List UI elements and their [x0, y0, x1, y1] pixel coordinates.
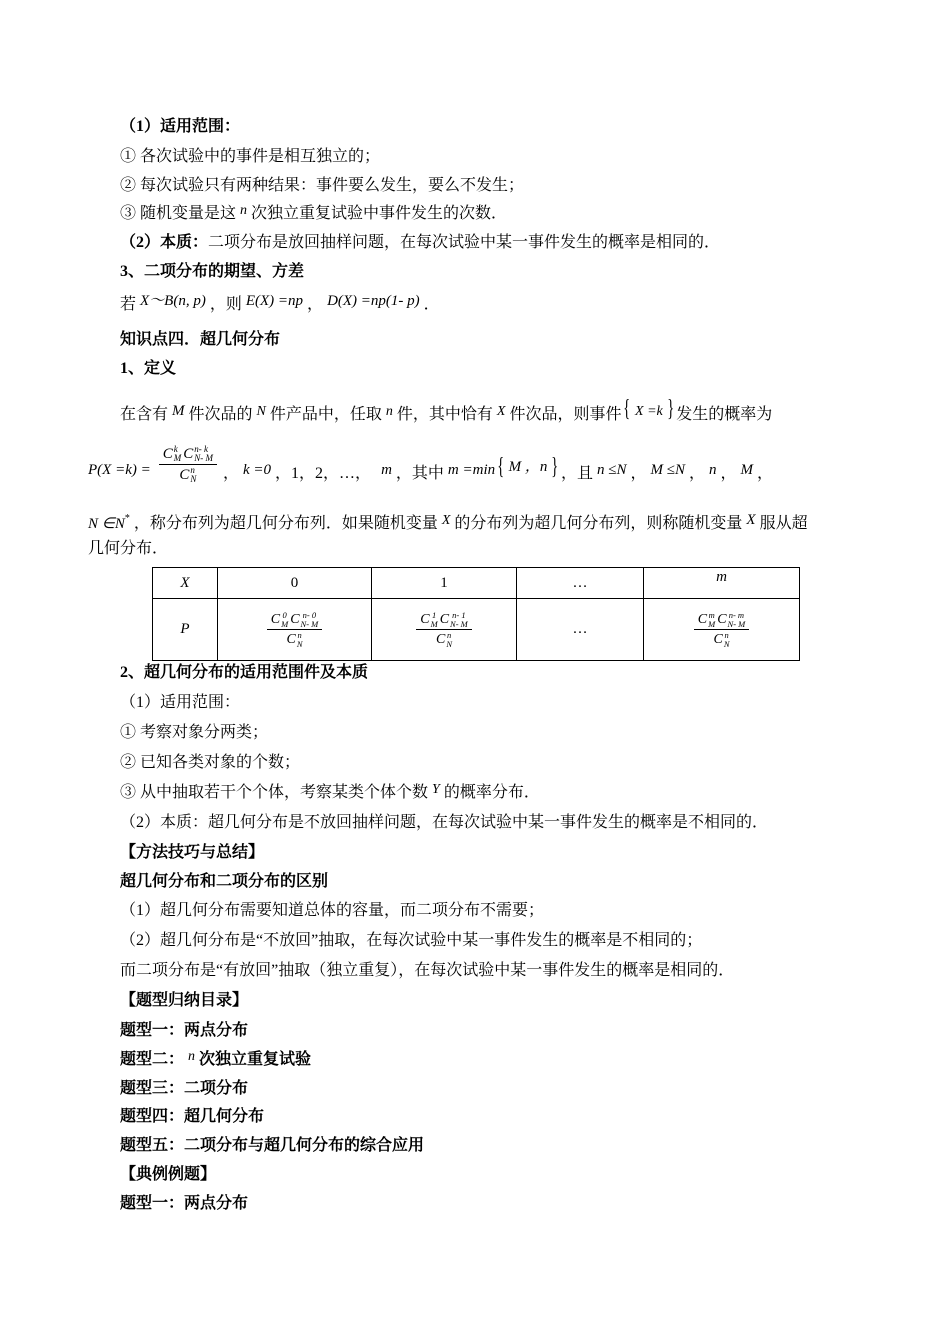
combination-sub: M: [430, 618, 438, 629]
combination-sub: N- M: [300, 618, 319, 629]
combination-symbol: C: [420, 612, 430, 627]
condition-M-le-N: M ≤N: [650, 462, 685, 478]
trials-variable-n: n: [240, 203, 248, 218]
table-cell-p-0: [218, 599, 372, 661]
binomial-scope-item-3: [120, 204, 507, 224]
combination-sub: M: [173, 453, 182, 463]
combination-sup: n: [297, 630, 302, 640]
variable-X: X: [441, 513, 451, 528]
k-values: ，1，2，…，: [275, 465, 372, 482]
catalog-item-2-prefix: 题型二：: [120, 1051, 185, 1068]
combination-sub: M: [281, 618, 289, 629]
brace-close: }: [551, 454, 559, 480]
summary-subheading: 超几何分布和二项分布的区别: [120, 873, 329, 890]
combination-sup: n- k: [194, 444, 208, 454]
index-stack: [431, 611, 438, 628]
table-cell-x-ellipsis: …: [517, 568, 644, 599]
combination-sub: N: [190, 474, 197, 484]
index-stack: [297, 631, 303, 648]
combination-term: [290, 611, 318, 628]
definition-line-2: [88, 436, 773, 484]
combination-symbol: C: [162, 446, 173, 462]
combination-sub: N- M: [727, 618, 746, 629]
definition-line-4: 几何分布．: [88, 540, 169, 557]
table-header-x: X: [153, 568, 218, 599]
table-cell-x-0: 0: [218, 568, 372, 599]
combination-symbol: C: [435, 632, 446, 647]
combination-term: [698, 611, 715, 628]
fraction-denominator: [435, 630, 453, 648]
probability-fraction: [159, 445, 217, 484]
combination-sub: M: [708, 618, 716, 629]
summary-point-3: 而二项分布是“有放回”抽取（独立重复），在每次试验中某一事件发生的概率是相同的．: [120, 962, 735, 979]
combination-sub: N- M: [194, 453, 213, 463]
combination-sub: N: [296, 638, 303, 649]
index-stack: [708, 611, 715, 628]
combination-term: [163, 445, 182, 463]
variable-X: X: [746, 512, 756, 528]
catalog-item-3: 题型三：二项分布: [120, 1080, 249, 1097]
binomial-essence: [120, 233, 720, 253]
probability-fraction: [416, 611, 472, 648]
combination-sub: N: [723, 638, 730, 649]
if-word: 若: [120, 296, 137, 313]
hypergeo-scope-item-2: ② 已知各类对象的个数；: [120, 754, 301, 771]
combination-symbol: C: [697, 612, 708, 627]
combination-symbol: C: [286, 632, 296, 647]
item-3-text-before: ③ 从中抽取若干个个体，考察某类个体个数: [120, 784, 429, 801]
combination-term: [713, 631, 729, 648]
table-row-x: [153, 568, 800, 599]
comma: ，: [757, 465, 774, 482]
variable-N: N: [256, 404, 266, 419]
combination-term: [436, 631, 452, 648]
variable-X: X: [496, 404, 506, 419]
table-row-p: [153, 599, 800, 661]
fraction-denominator: [178, 465, 197, 484]
table-cell-x-m: [644, 568, 800, 599]
item-3-text-after: 次独立重复试验中事件发生的次数．: [251, 205, 508, 222]
hypergeo-scope-subheading: （1）适用范围：: [120, 694, 241, 711]
combination-term: [179, 466, 196, 484]
table-cell-p-m: [644, 599, 800, 661]
fraction-denominator: [285, 630, 303, 648]
distribution-table: [152, 567, 800, 661]
variable-Y: Y: [432, 782, 440, 797]
combination-sub: N: [446, 638, 452, 649]
combination-symbol: C: [270, 612, 281, 627]
probability-fraction: [694, 611, 750, 648]
combination-symbol: C: [290, 612, 300, 627]
comma: ，: [223, 465, 240, 482]
text: 服从超: [759, 515, 808, 532]
fraction-numerator: [159, 445, 217, 465]
essence-label: （2）本质：: [120, 234, 209, 251]
binomial-scope-item-1: ① 各次试验中的事件是相互独立的；: [120, 148, 381, 165]
text: 件次品的: [188, 406, 253, 423]
period: ．: [423, 296, 440, 313]
index-stack: [450, 611, 468, 628]
fraction-numerator: [416, 611, 472, 630]
text: 在含有: [120, 406, 169, 423]
comma: ，: [630, 465, 647, 482]
summary-point-2: （2）超几何分布是“不放回”抽取，在每次试验中某一事件发生的概率是不相同的；: [120, 932, 703, 949]
combination-sup: n- m: [728, 610, 745, 620]
combination-term: [271, 611, 288, 628]
index-stack: [724, 631, 730, 648]
fraction-numerator: [267, 611, 323, 630]
star-superscript: *: [124, 513, 130, 524]
knowledge-point-title: 知识点四．超几何分布: [120, 331, 281, 348]
combination-sup: n- 1: [452, 610, 466, 620]
table-cell-p-ellipsis: …: [517, 599, 644, 661]
table-header-p: P: [153, 599, 218, 661]
expectation-formula: E(X) =np: [245, 293, 304, 309]
index-stack: [174, 445, 182, 463]
index-stack: [301, 611, 319, 628]
text: 件产品中，任取: [269, 406, 382, 423]
combination-term: [440, 611, 468, 628]
index-stack: [194, 445, 213, 463]
combination-sup: n: [447, 630, 452, 640]
combination-term: [183, 445, 213, 463]
hypergeo-scope-item-1: ① 考察对象分两类；: [120, 724, 269, 741]
text: ，称分布列为超几何分布列．如果随机变量: [133, 515, 438, 532]
moments-formula-line: [120, 295, 440, 315]
table-cell-p-1: [372, 599, 517, 661]
index-stack: [190, 466, 196, 484]
index-stack: [446, 631, 452, 648]
combination-term: [717, 611, 745, 628]
combination-term: [286, 631, 302, 648]
positive-integer-set: [88, 513, 130, 532]
probability-fraction: [267, 611, 323, 648]
brace-open: {: [497, 454, 505, 480]
comma: ，: [688, 465, 705, 482]
catalog-item-1: 题型一：两点分布: [120, 1022, 249, 1039]
variance-formula: D(X) =np(1- p): [327, 293, 420, 309]
variable-n: n: [385, 404, 393, 419]
probability-lhs: P(X =k) =: [88, 462, 151, 478]
combination-symbol: C: [183, 446, 194, 462]
hypergeo-scope-item-3: [120, 783, 540, 803]
essence-text: 二项分布是放回抽样问题，在每次试验中某一事件发生的概率是相同的．: [208, 234, 721, 251]
summary-point-1: （1）超几何分布需要知道总体的容量，而二项分布不需要；: [120, 902, 545, 919]
text: 件次品，则事件: [509, 406, 622, 423]
and-text: ，且: [560, 465, 593, 482]
moments-heading: 3、二项分布的期望、方差: [120, 263, 305, 280]
min-args: M ，n: [508, 459, 548, 475]
k-start: k =0: [243, 462, 272, 478]
catalog-item-4: 题型四：超几何分布: [120, 1108, 265, 1125]
item-3-text-after: 的概率分布．: [443, 784, 540, 801]
then-word: ，则: [209, 296, 242, 313]
examples-type-1: 题型一：两点分布: [120, 1195, 249, 1212]
hypergeo-scope-heading: 2、超几何分布的适用范围件及本质: [120, 664, 369, 681]
table-cell-x-1: 1: [372, 568, 517, 599]
combination-sup: n- 0: [302, 610, 317, 620]
condition-n-le-N: n ≤N: [596, 462, 627, 478]
catalog-item-2-text: 次独立重复试验: [199, 1051, 312, 1068]
index-stack: [281, 611, 288, 628]
binomial-distribution-formula: X～B(n, p): [140, 293, 206, 309]
combination-sup: 0: [282, 610, 287, 620]
combination-symbol: C: [439, 612, 450, 627]
combination-symbol: C: [717, 612, 727, 627]
variable-m: m: [381, 462, 392, 478]
variable-n: n: [708, 462, 717, 478]
definition-heading: 1、定义: [120, 360, 177, 377]
brace-open: {: [623, 396, 631, 422]
fraction-denominator: [712, 630, 730, 648]
value-m: m: [716, 568, 727, 585]
text: 的分布列为超几何分布列，则称随机变量: [454, 515, 743, 532]
where-text: ，其中: [395, 465, 444, 482]
combination-sup: n: [724, 630, 729, 640]
text: 件，其中恰有: [396, 406, 493, 423]
index-stack: [728, 611, 746, 628]
comma: ，: [307, 296, 324, 313]
variable-M: M: [172, 403, 185, 419]
brace-close: }: [667, 396, 674, 422]
catalog-heading: 【题型归纳目录】: [120, 992, 249, 1009]
catalog-item-2: [120, 1050, 311, 1070]
variable-M: M: [740, 462, 753, 478]
combination-sup: k: [173, 444, 178, 454]
combination-sup: 1: [432, 610, 437, 620]
binomial-scope-heading: （1）适用范围：: [120, 118, 241, 135]
hypergeo-essence: （2）本质：超几何分布是不放回抽样问题，在每次试验中某一事件发生的概率是不相同的．: [120, 814, 769, 831]
combination-symbol: C: [179, 467, 190, 483]
summary-heading: 【方法技巧与总结】: [120, 844, 265, 861]
set-membership: N ∈N: [88, 516, 125, 532]
examples-heading: 【典例例题】: [120, 1166, 217, 1183]
text: 发生的概率为: [676, 406, 773, 423]
fraction-numerator: [694, 611, 750, 630]
combination-sub: N- M: [450, 618, 468, 629]
event-formula: X =k: [635, 404, 663, 419]
item-3-text-before: ③ 随机变量是这: [120, 205, 237, 222]
combination-symbol: C: [713, 632, 723, 647]
comma: ，: [720, 465, 737, 482]
definition-line-3: [88, 509, 808, 532]
definition-line-1: [120, 396, 773, 423]
binomial-scope-item-2: ② 每次试验只有两种结果：事件要么发生，要么不发生；: [120, 177, 525, 194]
combination-sup: n: [190, 465, 195, 475]
combination-term: [420, 611, 437, 628]
variable-n: n: [188, 1049, 196, 1064]
combination-sup: m: [708, 610, 715, 620]
min-lhs: m =min: [447, 462, 496, 478]
catalog-item-5: 题型五：二项分布与超几何分布的综合应用: [120, 1137, 425, 1154]
